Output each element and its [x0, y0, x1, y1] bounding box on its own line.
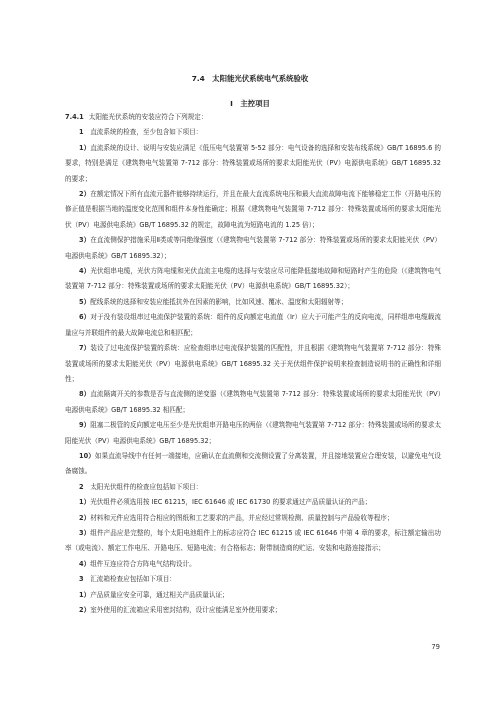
item-number: 4） [79, 267, 91, 276]
subitem-1-7 [65, 341, 441, 387]
subitem-1-6 [65, 310, 441, 341]
section-title: 7.4 太阳能光伏系统电气系统验收 [191, 74, 309, 83]
item-text: 产品质量应安全可靠，通过相关产品质量认证； [90, 590, 229, 599]
item-number: 2 [79, 482, 84, 491]
subitem-2-4 [65, 557, 441, 572]
item-text: 光伏组件必须选用按 IEC 61215，IEC 61646 或 IEC 61730 的要求通过产品质量认证的产品； [90, 498, 372, 507]
clause-text: 太阳能光伏系统的安装应符合下列规定： [88, 113, 208, 121]
item-text: 装设了过电流保护装置的系统：应检查组串过电流保护装置的匹配性，并且根据《建筑物电气装置第 7-712 部分：特殊装置或场所的要求太阳能光伏（PV）电源供电系统》GB/T 16895.32 关于光伏组件保护说明来检查制造说明书的正确性和详细性； [65, 344, 441, 383]
item-text: 配线系统的选择和安装应能抵抗外在因素的影响，比如风速、覆冰、温度和太阳辐射等； [90, 297, 348, 306]
subitem-1-4 [65, 264, 441, 295]
item-1 [65, 125, 441, 140]
item-text: 组件产品应是完整的，每个太阳电池组件上的标志应符合 IEC 61215 或 IEC 61646 中第 4 章的要求，标注额定输出功率（或电流）、额定工作电压、开路电压、短路电流；有合格标志；附带制造商的贮运、安装和电路连接指示； [65, 528, 441, 553]
clause-number: 7.4.1 [65, 113, 84, 121]
item-text: 汇流箱检查应包括如下项目： [90, 575, 176, 584]
subitem-2-1 [65, 495, 441, 510]
item-text: 光伏组串电缆，光伏方阵电缆和光伏直流主电缆的选择与安装应尽可能降低接地故障和短路时产生的危险（《建筑物电气装置第 7-712 部分：特殊装置或场所的要求太阳能光伏（PV）电源供电系统》GB/T 16895.32）； [65, 267, 441, 291]
item-3 [65, 572, 441, 587]
subitem-1-10 [65, 449, 441, 480]
subitem-1-2 [65, 187, 441, 233]
subsection-title: I 主控项目 [230, 99, 270, 108]
subitem-2-3 [65, 526, 441, 557]
item-number: 8） [79, 390, 91, 399]
subitem-1-9 [65, 418, 441, 449]
item-2 [65, 480, 441, 495]
item-number: 9） [79, 421, 91, 430]
item-number: 1） [79, 143, 91, 152]
clause-7-4-1 [65, 110, 441, 125]
item-number: 7） [79, 344, 91, 353]
item-number: 2） [79, 513, 91, 522]
subitem-1-5 [65, 295, 441, 310]
item-text: 材料和元件应选用符合相应的图纸和工艺要求的产品，并应经过常规检测、质量控制与产品验收等程序； [90, 513, 394, 522]
subitem-1-8 [65, 387, 441, 418]
item-number: 1） [79, 590, 91, 599]
item-text: 室外使用的汇流箱应采用密封结构，设计应能满足室外使用要求； [90, 606, 282, 614]
item-text: 对于没有装设组串过电流保护装置的系统：组件的反向额定电流值（Ir）应大于可能产生的反向电流，同样组串电缆载流量应与并联组件的最大故障电流总和相匹配； [65, 313, 442, 337]
item-text: 如果直流导线中有任何一端接地，应确认在直流侧和交流侧设置了分离装置，并且接地装置应合理安装，以避免电气设备腐蚀。 [65, 451, 441, 476]
item-number: 1 [79, 128, 84, 137]
item-number: 10） [79, 451, 95, 460]
subitem-1-3 [65, 233, 441, 264]
item-number: 2） [79, 190, 91, 199]
item-text: 太阳光伏组件的检查应包括如下项目： [90, 482, 203, 491]
item-number: 3 [79, 575, 84, 584]
document-body [65, 110, 441, 618]
item-number: 2） [79, 606, 91, 614]
item-text: 组件互连应符合方阵电气结构设计。 [90, 559, 196, 568]
item-number: 3） [79, 236, 91, 245]
subitem-2-2 [65, 511, 441, 526]
item-number: 5） [79, 297, 91, 306]
item-text: 直流隔离开关的参数是否与直流侧的逆变器（《建筑物电气装置第 7-712 部分：特殊装置或场所的要求太阳能光伏（PV）电源供电系统》GB/T 16895.32 相匹配； [65, 390, 441, 414]
item-text: 在直流侧保护措施采用Ⅱ类或等同绝缘强度（《建筑物电气装置第 7-712 部分：特殊装置或场所的要求太阳能光伏（PV）电源供电系统》GB/T 16895.32）； [65, 236, 441, 260]
subitem-3-2 [65, 603, 441, 618]
item-number: 6） [79, 313, 91, 322]
item-number: 1） [79, 498, 91, 507]
item-text: 直流系统的设计、说明与安装应满足《低压电气装置第 5-52 部分：电气设备的选择和安装布线系统》GB/T 16895.6 的要求，特别是满足《建筑物电气装置第 7-712 部分：特殊装置或场所的要求太阳能光伏（PV）电源供电系统》GB/T 16895.32 的要求； [65, 143, 441, 183]
item-number: 3） [79, 528, 91, 537]
item-text: 在额定情况下所有直流元器件能够持续运行，并且在最大直流系统电压和最大直流故障电流下能够稳定工作（开路电压的修正值是根据当地的温度变化范围和组件本身性能确定；根据《建筑物电气装置第 7-712 部分：特殊装置或场所的要求太阳能光伏（PV）电源供电系统》GB/T 16895.32 的规定，故障电流为短路电流的 1.25 倍）； [65, 190, 441, 229]
item-text: 阻塞二极管的反向额定电压至少是光伏组串开路电压的两倍（《建筑物电气装置第 7-712 部分：特殊装置或场所的要求太阳能光伏（PV）电源供电系统》GB/T 16895.32； [65, 421, 441, 445]
subitem-3-1 [65, 588, 441, 603]
item-number: 4） [79, 559, 91, 568]
page-number: 79 [431, 643, 440, 651]
subitem-1-1 [65, 141, 441, 187]
item-text: 直流系统的检查，至少包含如下项目： [90, 128, 203, 137]
